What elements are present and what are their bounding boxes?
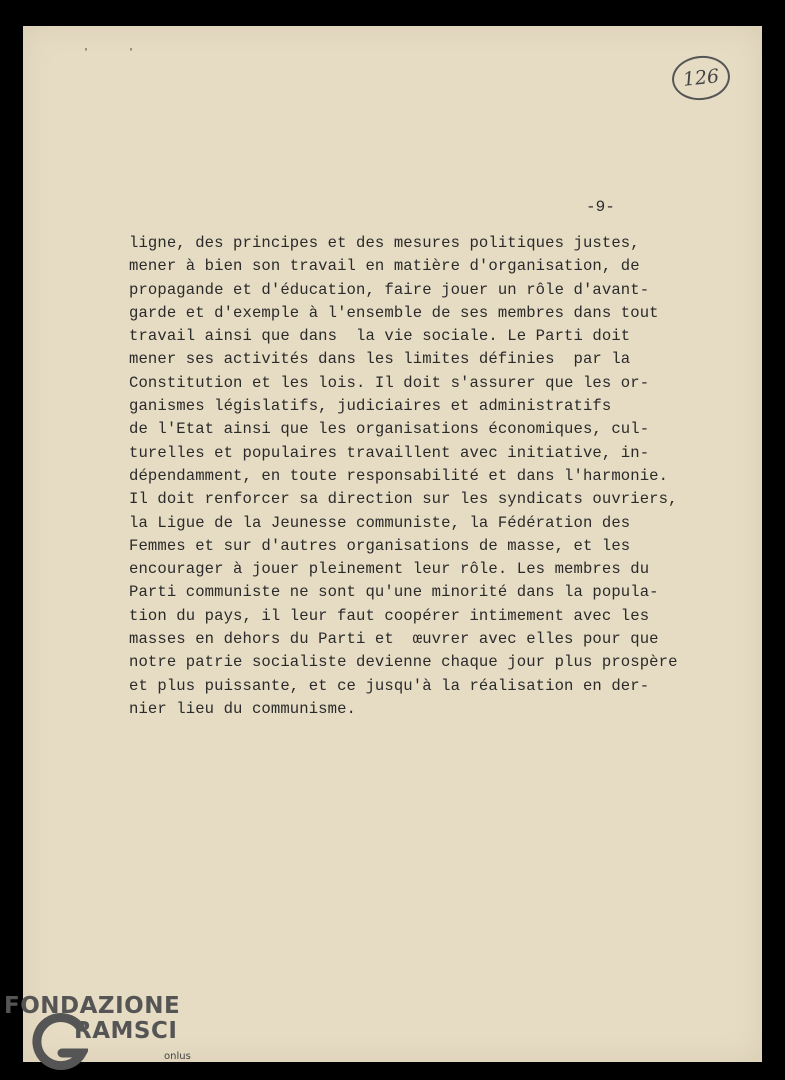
text-line: ligne, des principes et des mesures politiques justes,	[129, 234, 640, 252]
watermark-line2: RAMSCI	[74, 1018, 178, 1044]
text-line: nier lieu du communisme.	[129, 699, 356, 718]
text-line: notre patrie socialiste devienne chaque jour plus prospère	[129, 653, 678, 672]
page-number: -9-	[586, 198, 615, 216]
text-line: Constitution et les lois. Il doit s'assurer que les or-	[129, 373, 650, 392]
text-line: mener à bien son travail en matière d'organisation, de	[129, 257, 640, 276]
text-line: mener ses activités dans les limites définies par la	[129, 350, 631, 369]
body-text	[129, 232, 678, 721]
text-line: turelles et populaires travaillent avec initiative, in-	[129, 443, 650, 462]
text-line: la Ligue de la Jeunesse communiste, la Fédération des	[129, 513, 631, 532]
text-line: et plus puissante, et ce jusqu'à la réalisation en der-	[129, 676, 650, 695]
text-line: Femmes et sur d'autres organisations de masse, et les	[129, 536, 631, 555]
text-line: garde et d'exemple à l'ensemble de ses membres dans tout	[129, 303, 659, 322]
punch-mark-right: '	[128, 47, 135, 58]
text-line: propagande et d'éducation, faire jouer un rôle d'avant-	[129, 280, 650, 299]
text-line: dépendamment, en toute responsabilité et dans l'harmonie.	[129, 466, 669, 485]
watermark-line1: FONDAZIONE	[4, 993, 181, 1019]
folio-number: 126	[681, 65, 721, 91]
watermark-suffix: onlus	[164, 1051, 191, 1062]
text-line: de l'Etat ainsi que les organisations économiques, cul-	[129, 420, 650, 439]
fondazione-gramsci-watermark	[4, 993, 194, 1075]
text-line: masses en dehors du Parti et œuvrer avec elles pour que	[129, 630, 659, 649]
text-line: Parti communiste ne sont qu'une minorité dans la popula-	[129, 583, 659, 602]
text-line: tion du pays, il leur faut coopérer intimement avec les	[129, 606, 650, 625]
text-line: ganismes législatifs, judiciaires et administratifs	[129, 397, 612, 416]
punch-mark-left: '	[83, 47, 90, 58]
text-line: encourager à jouer pleinement leur rôle. Les membres du	[129, 560, 650, 579]
text-line: travail ainsi que dans la vie sociale. Le Parti doit	[129, 327, 631, 346]
text-line: Il doit renforcer sa direction sur les syndicats ouvriers,	[129, 490, 678, 509]
